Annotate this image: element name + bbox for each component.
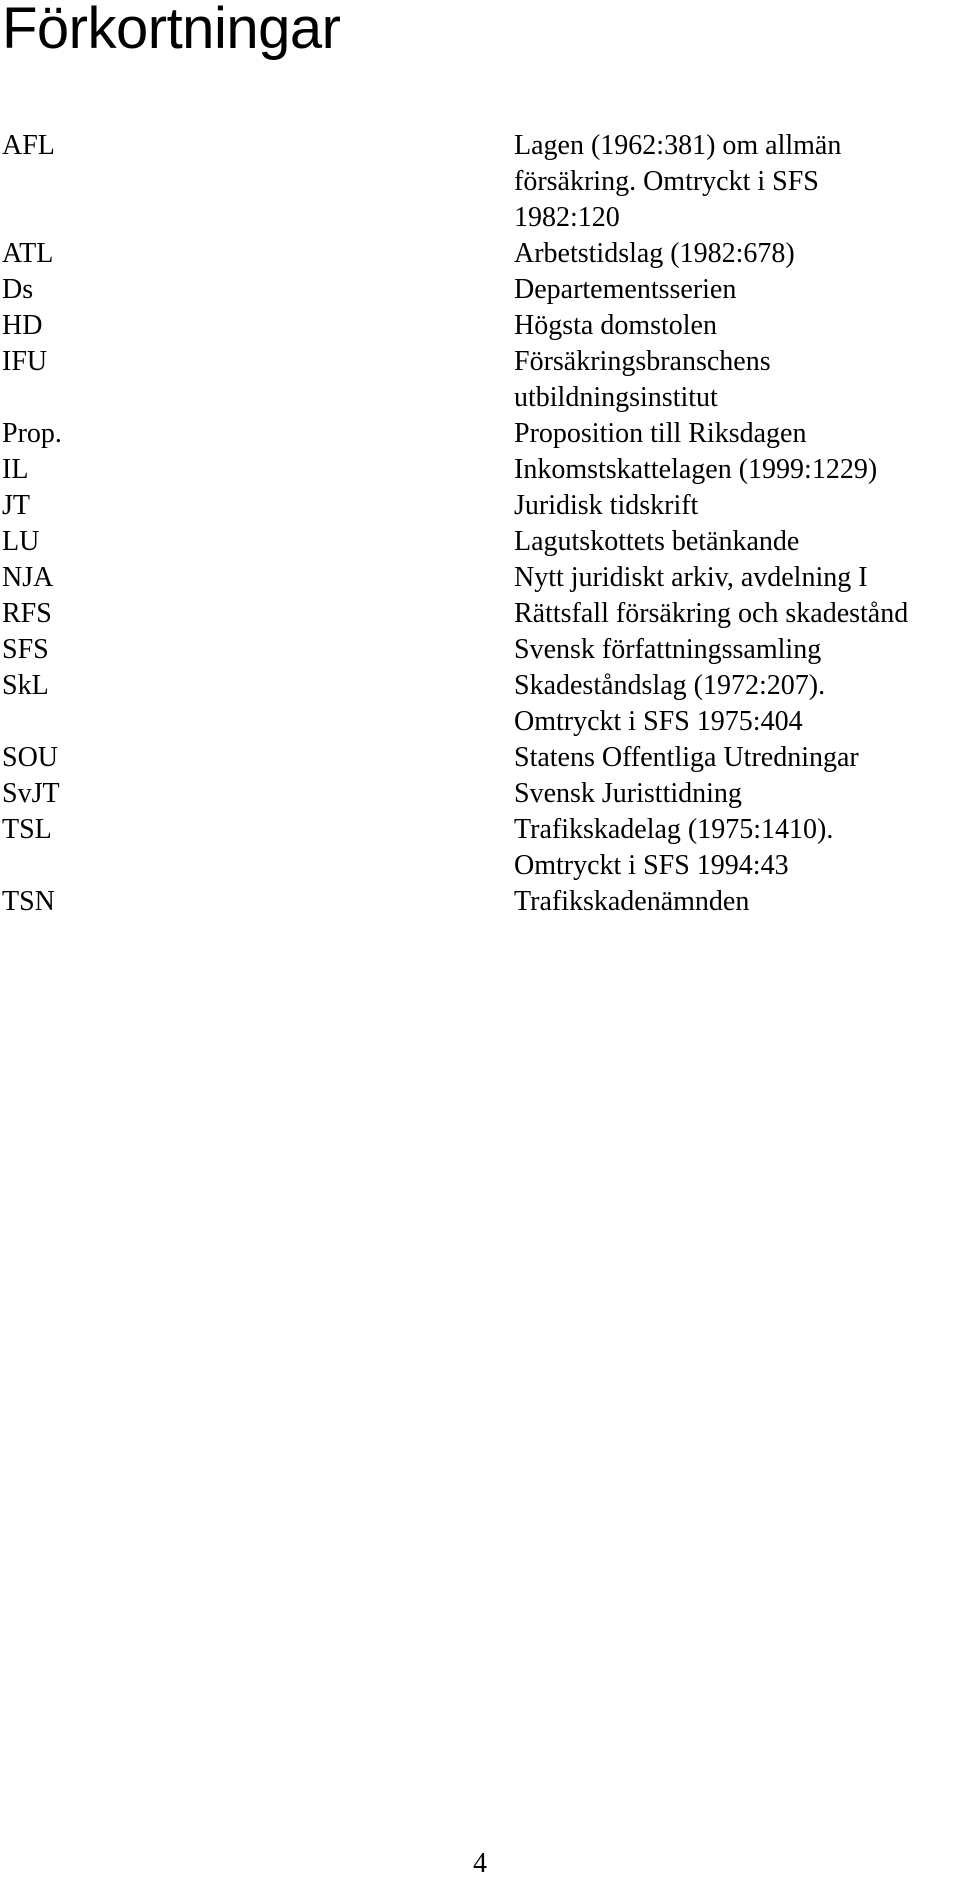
definition-line: Försäkringsbranschens — [514, 346, 771, 377]
definition-line: Lagutskottets betänkande — [514, 526, 800, 557]
abbreviation-term: AFL — [2, 130, 55, 161]
definition-line: Proposition till Riksdagen — [514, 418, 807, 449]
abbreviation-term: IFU — [2, 346, 48, 377]
abbreviation-row — [0, 812, 960, 884]
abbreviation-term: ATL — [2, 238, 54, 269]
definition-line: Nytt juridiskt arkiv, avdelning I — [514, 562, 868, 593]
abbreviation-definition — [514, 416, 960, 452]
abbreviation-row — [0, 740, 960, 776]
abbreviation-definition — [514, 272, 960, 308]
abbreviation-term: SFS — [2, 634, 49, 665]
abbreviation-term: Ds — [2, 274, 34, 305]
abbreviation-row — [0, 308, 960, 344]
abbreviation-row — [0, 668, 960, 740]
abbreviation-definition — [514, 596, 960, 632]
abbreviation-term: TSL — [2, 814, 52, 845]
abbreviation-term: RFS — [2, 598, 52, 629]
abbreviation-definition — [514, 812, 960, 884]
definition-line: utbildningsinstitut — [514, 382, 718, 413]
definition-line: Omtryckt i SFS 1975:404 — [514, 706, 803, 737]
abbreviation-term: TSN — [2, 886, 55, 917]
abbreviation-term: SvJT — [2, 778, 60, 809]
abbreviation-definition — [514, 884, 960, 920]
definition-line: Juridisk tidskrift — [514, 490, 699, 521]
abbreviation-row — [0, 344, 960, 416]
definition-line: Statens Offentliga Utredningar — [514, 742, 859, 773]
abbreviation-term: SOU — [2, 742, 59, 773]
abbreviation-term: NJA — [2, 562, 54, 593]
abbreviation-row — [0, 884, 960, 920]
abbreviation-term: HD — [2, 310, 43, 341]
definition-line: Svensk Juristtidning — [514, 778, 742, 809]
page-title: Förkortningar — [2, 0, 341, 61]
abbreviation-definition — [514, 236, 960, 272]
abbreviation-definition — [514, 308, 960, 344]
definition-line: 1982:120 — [514, 202, 620, 233]
definition-line: Inkomstskattelagen (1999:1229) — [514, 454, 878, 485]
abbreviation-term: JT — [2, 490, 30, 521]
abbreviation-row — [0, 524, 960, 560]
abbreviation-row — [0, 272, 960, 308]
definition-line: Trafikskadelag (1975:1410). — [514, 814, 834, 845]
definition-line: Högsta domstolen — [514, 310, 717, 341]
abbreviation-row — [0, 488, 960, 524]
abbreviation-definition — [514, 668, 960, 740]
abbreviation-row — [0, 776, 960, 812]
abbreviation-row — [0, 236, 960, 272]
abbreviation-definition — [514, 488, 960, 524]
abbreviation-definition — [514, 344, 960, 416]
abbreviation-definition — [514, 128, 960, 236]
abbreviation-row — [0, 128, 960, 236]
abbreviation-definition — [514, 524, 960, 560]
abbreviation-list — [0, 128, 960, 920]
page-number: 4 — [473, 1848, 487, 1879]
abbreviation-row — [0, 596, 960, 632]
definition-line: Rättsfall försäkring och skadestånd — [514, 598, 909, 629]
abbreviation-term: Prop. — [2, 418, 62, 449]
abbreviation-row — [0, 632, 960, 668]
definition-line: Departementsserien — [514, 274, 737, 305]
abbreviation-row — [0, 452, 960, 488]
abbreviation-definition — [514, 452, 960, 488]
abbreviation-row — [0, 416, 960, 452]
abbreviation-definition — [514, 632, 960, 668]
abbreviation-term: IL — [2, 454, 29, 485]
abbreviation-term: LU — [2, 526, 40, 557]
definition-line: Trafikskadenämnden — [514, 886, 750, 917]
definition-line: Lagen (1962:381) om allmän — [514, 130, 842, 161]
abbreviation-row — [0, 560, 960, 596]
definition-line: Omtryckt i SFS 1994:43 — [514, 850, 789, 881]
abbreviation-term: SkL — [2, 670, 49, 701]
definition-line: Skadeståndslag (1972:207). — [514, 670, 826, 701]
definition-line: Arbetstidslag (1982:678) — [514, 238, 795, 269]
abbreviation-definition — [514, 740, 960, 776]
definition-line: försäkring. Omtryckt i SFS — [514, 166, 819, 197]
abbreviation-definition — [514, 776, 960, 812]
definition-line: Svensk författningssamling — [514, 634, 822, 665]
abbreviation-definition — [514, 560, 960, 596]
